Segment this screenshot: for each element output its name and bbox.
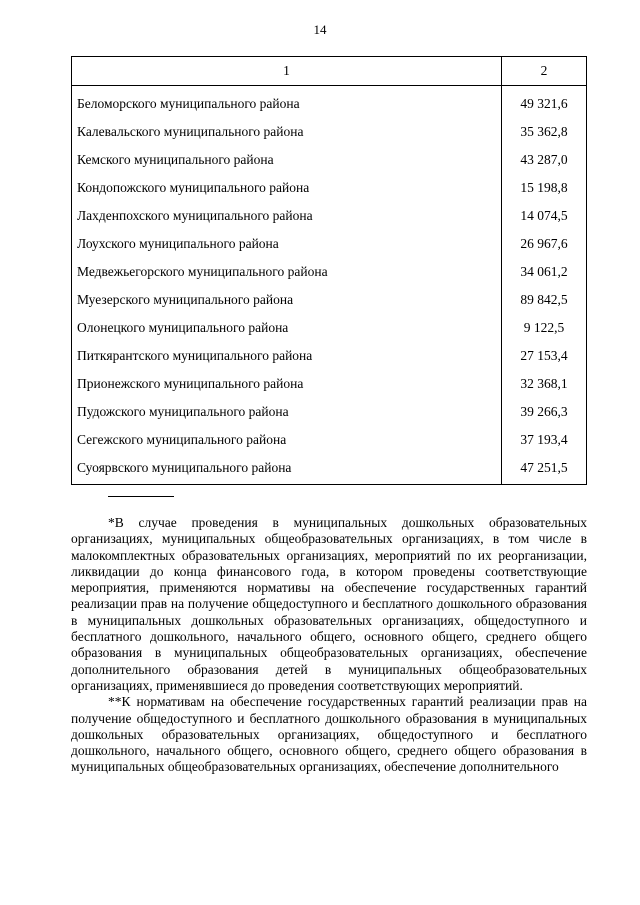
table-row bbox=[72, 146, 587, 174]
column-header-2: 2 bbox=[502, 57, 587, 86]
page-number: 14 bbox=[313, 22, 327, 37]
district-value: 39 266,3 bbox=[502, 398, 587, 426]
district-value: 32 368,1 bbox=[502, 370, 587, 398]
table-row bbox=[72, 202, 587, 230]
table-header-row bbox=[72, 57, 587, 86]
district-name: Лоухского муниципального района bbox=[72, 230, 502, 258]
district-name: Муезерского муниципального района bbox=[72, 286, 502, 314]
district-name: Беломорского муниципального района bbox=[72, 86, 502, 119]
column-header-1: 1 bbox=[72, 57, 502, 86]
table-row bbox=[72, 342, 587, 370]
table-body bbox=[72, 86, 587, 485]
district-name: Олонецкого муниципального района bbox=[72, 314, 502, 342]
district-value: 37 193,4 bbox=[502, 426, 587, 454]
district-name: Кемского муниципального района bbox=[72, 146, 502, 174]
district-value: 49 321,6 bbox=[502, 86, 587, 119]
district-value: 14 074,5 bbox=[502, 202, 587, 230]
table-row bbox=[72, 370, 587, 398]
district-name: Медвежьегорского муниципального района bbox=[72, 258, 502, 286]
district-name: Прионежского муниципального района bbox=[72, 370, 502, 398]
district-value: 35 362,8 bbox=[502, 118, 587, 146]
district-name: Пудожского муниципального района bbox=[72, 398, 502, 426]
table-row bbox=[72, 86, 587, 119]
district-value: 9 122,5 bbox=[502, 314, 587, 342]
table-row bbox=[72, 398, 587, 426]
district-value: 43 287,0 bbox=[502, 146, 587, 174]
district-value: 89 842,5 bbox=[502, 286, 587, 314]
table-row bbox=[72, 314, 587, 342]
table-row bbox=[72, 174, 587, 202]
district-value: 15 198,8 bbox=[502, 174, 587, 202]
table-row bbox=[72, 118, 587, 146]
table-row bbox=[72, 258, 587, 286]
footnote-2: **К нормативам на обеспечение государственных гарантий реализации прав на получение общедоступного и бесплатного дошкольного образования в муниципальных дошкольных образовательных организациях, общедоступного и бесплатного дошкольного, начального общего, основного общего, среднего общего образования в муниципальных общеобразовательных организациях, обеспечение дополнительного bbox=[71, 694, 587, 775]
district-value: 27 153,4 bbox=[502, 342, 587, 370]
footnotes bbox=[71, 515, 587, 776]
district-name: Питкярантского муниципального района bbox=[72, 342, 502, 370]
district-name: Калевальского муниципального района bbox=[72, 118, 502, 146]
footnote-1: *В случае проведения в муниципальных дошкольных образовательных организациях, муниципальных общеобразовательных организациях, в том числе в малокомплектных образовательных организациях, мероприятий по их реорганизации, ликвидации до конца финансового года, в котором проведены соответствующие мероприятия, применяются нормативы на обеспечение государственных гарантий реализации прав на получение общедоступного и бесплатного дошкольного образования в муниципальных дошкольных образовательных организациях, общедоступного и бесплатного дошкольного, начального общего, основного общего, среднего общего образования в муниципальных общеобразовательных организациях, обеспечение дополнительного образования детей в муниципальных общеобразовательных организациях, применявшиеся до проведения соответствующих мероприятий. bbox=[71, 515, 587, 693]
table-row bbox=[72, 230, 587, 258]
district-name: Суоярвского муниципального района bbox=[72, 454, 502, 485]
district-value: 26 967,6 bbox=[502, 230, 587, 258]
table-row bbox=[72, 454, 587, 485]
table-row bbox=[72, 286, 587, 314]
district-value: 34 061,2 bbox=[502, 258, 587, 286]
data-table bbox=[71, 56, 587, 485]
district-name: Кондопожского муниципального района bbox=[72, 174, 502, 202]
footnote-separator bbox=[108, 496, 174, 497]
district-value: 47 251,5 bbox=[502, 454, 587, 485]
district-name: Лахденпохского муниципального района bbox=[72, 202, 502, 230]
district-name: Сегежского муниципального района bbox=[72, 426, 502, 454]
table-row bbox=[72, 426, 587, 454]
